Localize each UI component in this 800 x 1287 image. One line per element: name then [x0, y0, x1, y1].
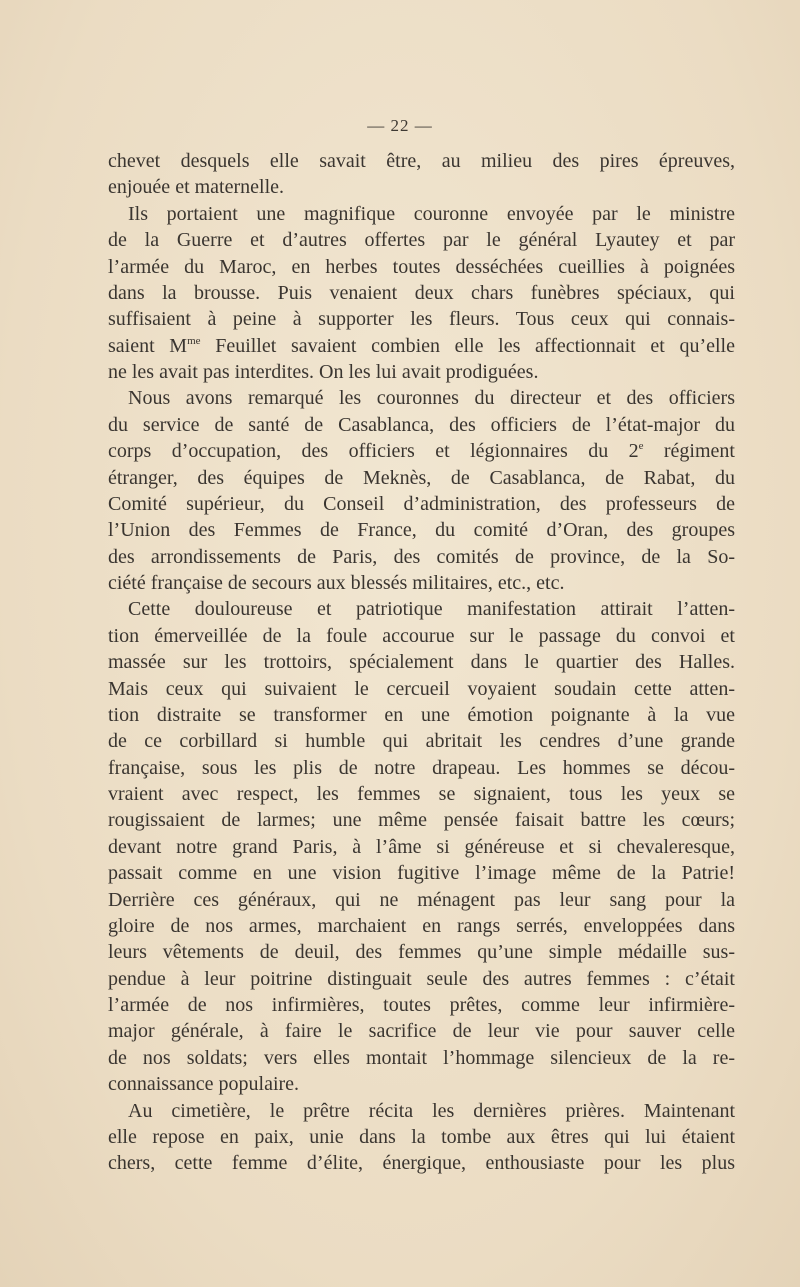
text-line: Nous avons remarqué les couronnes du directeur et des officiers	[128, 387, 735, 410]
text-line: l’Union des Femmes de France, du comité d’Oran, des groupes	[108, 519, 735, 542]
superscript: me	[187, 334, 201, 347]
text-line: de la Guerre et d’autres offertes par le général Lyautey et par	[108, 229, 735, 252]
page-number: — 22 —	[367, 116, 433, 135]
body-text	[108, 148, 735, 1177]
text-line: de nos soldats; vers elles montait l’hommage silencieux de la re-	[108, 1046, 735, 1069]
text-line: chers, cette femme d’élite, énergique, enthousiaste pour les plus	[108, 1152, 735, 1175]
text-line: suffisaient à peine à supporter les fleurs. Tous ceux qui connais-	[108, 308, 735, 331]
text-line: l’armée du Maroc, en herbes toutes desséchées cueillies à poignées	[108, 255, 735, 278]
text-line: ciété française de secours aux blessés militaires, etc., etc.	[108, 572, 565, 594]
text-line: Comité supérieur, du Conseil d’administration, des professeurs de	[108, 492, 735, 515]
text-line: étranger, des équipes de Meknès, de Casablanca, de Rabat, du	[108, 466, 735, 489]
text-line: vraient avec respect, les femmes se signaient, tous les yeux se	[108, 783, 735, 805]
text-line: dans la brousse. Puis venaient deux chars funèbres spéciaux, qui	[108, 281, 735, 304]
text-line: Cette douloureuse et patriotique manifestation attirait l’atten-	[128, 598, 735, 621]
text-line: française, sous les plis de notre drapeau. Les hommes se décou-	[108, 756, 735, 779]
text-line: tion distraite se transformer en une émotion poignante à la vue	[108, 703, 735, 726]
text-line	[108, 333, 735, 359]
text-segment: corps d’occupation, des officiers et légionnaires du 2	[108, 440, 639, 463]
text-line: Ils portaient une magnifique couronne envoyée par le ministre	[128, 202, 735, 225]
text-segment: saient M	[108, 334, 188, 357]
text-line: massée sur les trottoirs, spécialement dans le quartier des Halles.	[108, 651, 735, 674]
text-line: rougissaient de larmes; une même pensée faisait battre les cœurs;	[108, 809, 735, 832]
text-line: chevet desquels elle savait être, au milieu des pires épreuves,	[108, 150, 735, 172]
text-segment: Feuillet savaient combien elle les affectionnait et qu’elle	[200, 334, 735, 357]
text-line: passait comme en une vision fugitive l’image même de la Patrie!	[108, 862, 735, 885]
text-line: gloire de nos armes, marchaient en rangs serrés, enveloppées dans	[108, 914, 735, 937]
text-line: l’armée de nos infirmières, toutes prêtes, comme leur infirmière-	[108, 994, 735, 1016]
text-line: des arrondissements de Paris, des comités de province, de la So-	[108, 545, 735, 568]
text-line: devant notre grand Paris, à l’âme si généreuse et si chevaleresque,	[108, 835, 735, 858]
text-line: major générale, à faire le sacrifice de leur vie pour sauver celle	[108, 1020, 735, 1043]
text-line: elle repose en paix, unie dans la tombe aux êtres qui lui étaient	[108, 1125, 735, 1148]
text-line	[108, 438, 735, 464]
text-line: du service de santé de Casablanca, des officiers de l’état-major du	[108, 413, 735, 436]
text-line: leurs vêtements de deuil, des femmes qu’une simple médaille sus-	[108, 941, 735, 964]
text-line: enjouée et maternelle.	[108, 176, 285, 199]
text-line: connaissance populaire.	[108, 1073, 300, 1096]
text-line: tion émerveillée de la foule accourue sur le passage du convoi et	[108, 624, 735, 647]
text-line: Mais ceux qui suivaient le cercueil voyaient soudain cette atten-	[108, 677, 735, 700]
text-line: ne les avait pas interdites. On les lui avait prodiguées.	[108, 361, 539, 383]
text-line: pendue à leur poitrine distinguait seule des autres femmes : c’était	[108, 967, 735, 990]
superscript: e	[638, 440, 644, 453]
text-line: Au cimetière, le prêtre récita les dernières prières. Maintenant	[128, 1099, 735, 1122]
text-line: Derrière ces généraux, qui ne ménagent pas leur sang pour la	[108, 888, 735, 911]
text-line: de ce corbillard si humble qui abritait les cendres d’une grande	[108, 730, 735, 753]
text-segment: régiment	[643, 440, 735, 463]
